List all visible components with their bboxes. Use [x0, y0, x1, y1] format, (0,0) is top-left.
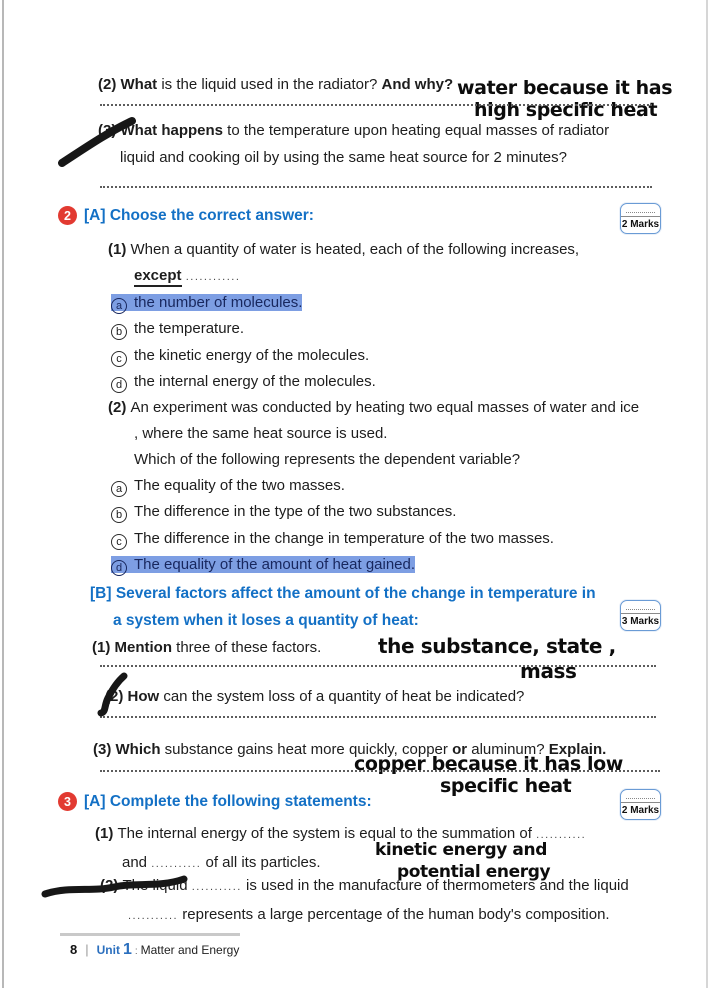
- question-number: (2): [98, 76, 121, 93]
- footer: [70, 941, 239, 959]
- option-a: [111, 473, 554, 499]
- question-bold-explain: Explain.: [548, 741, 607, 758]
- answer-dotted-line-5: [100, 770, 660, 772]
- question-bold-what: What: [120, 76, 158, 93]
- mcq-2-stem: [108, 395, 639, 473]
- section-2-header: [58, 206, 314, 225]
- option-letter: d: [111, 377, 127, 393]
- question-number: (1): [95, 825, 118, 842]
- handwritten-answer-water-2: high specific heat: [474, 99, 658, 121]
- footer-divider: [60, 933, 240, 936]
- statement-text-2: is used in the manufacture of thermometers and the liquid: [241, 877, 629, 894]
- option-text: The equality of the amount of heat gained.: [134, 555, 416, 573]
- question-text: When a quantity of water is heated, each of the following increases,: [130, 241, 580, 258]
- section-number-badge: 2: [58, 206, 77, 225]
- answer-dotted-line-3: [100, 665, 656, 667]
- option-letter: b: [111, 324, 127, 340]
- unit-title: Matter and Energy: [140, 943, 240, 957]
- marks-badge-3: [620, 789, 661, 820]
- section-b-q2: [105, 684, 524, 711]
- statement-text-2: and: [122, 854, 152, 871]
- option-letter: b: [111, 507, 127, 523]
- footer-colon: :: [134, 946, 138, 957]
- section-b-title-1: Several factors affect the amount of the change in temperature in: [115, 585, 596, 602]
- marks-badge-1: [620, 203, 661, 234]
- question-text-2: aluminum?: [467, 741, 549, 758]
- section-title: [A] Complete the following statements:: [84, 792, 372, 810]
- page-number: 8: [70, 942, 78, 957]
- marks-badge-label: 2 Marks: [621, 219, 660, 230]
- answer-dotted-line-1: [100, 104, 652, 106]
- handwritten-answer-water-1: water because it has: [457, 77, 673, 99]
- section-3-header: [58, 792, 372, 811]
- section-number-badge: 3: [58, 792, 77, 811]
- footer-separator: |: [85, 942, 89, 957]
- option-text: the temperature.: [134, 320, 245, 338]
- question-radiator: [98, 72, 453, 99]
- mcq-2-options: [111, 473, 554, 578]
- handwritten-answer-factors-1: the substance, state ,: [378, 634, 616, 658]
- answer-dotted-line-4: [100, 716, 656, 718]
- marks-badge-label: 2 Marks: [621, 805, 660, 816]
- unit-number: 1: [122, 941, 132, 958]
- question-number: (3): [98, 122, 121, 139]
- question-number: (2): [100, 877, 123, 894]
- marks-badge-dots: [626, 204, 655, 213]
- option-letter: c: [111, 351, 127, 367]
- section-b-q1: [92, 635, 321, 662]
- question-number: (2): [108, 399, 131, 416]
- question-bold-mention: Mention: [114, 639, 172, 656]
- question-text: substance gains heat more quickly, copper: [160, 741, 453, 758]
- question-text-line2: , where the same heat source is used.: [134, 425, 388, 442]
- answer-dotted-line-2: [100, 186, 652, 188]
- section-b-label: [B]: [90, 585, 116, 602]
- option-d: [111, 552, 554, 578]
- option-text: The difference in the type of the two substances.: [134, 503, 457, 521]
- option-letter: a: [111, 481, 127, 497]
- option-letter: a: [111, 298, 127, 314]
- option-text: the internal energy of the molecules.: [134, 372, 376, 390]
- statement-text-3: represents a large percentage of the human body's composition.: [178, 906, 610, 923]
- option-b: [111, 316, 376, 342]
- question-bold-or: or: [452, 741, 468, 758]
- marks-badge-label: 3 Marks: [621, 616, 660, 627]
- option-a: [111, 290, 376, 316]
- marks-badge-2: [620, 600, 661, 631]
- marks-badge-dots: [626, 601, 655, 610]
- question-text: can the system loss of a quantity of heat be indicated?: [159, 688, 525, 705]
- section-3-q2: [100, 872, 629, 930]
- blank-dots: ...........: [191, 881, 242, 893]
- question-text: An experiment was conducted by heating two equal masses of water and ice: [130, 399, 640, 416]
- question-heating-oil: [98, 118, 609, 171]
- option-text: The equality of the two masses.: [134, 477, 345, 494]
- option-text: The difference in the change in temperature of the two masses.: [134, 529, 554, 547]
- question-text-line2: liquid and cooking oil by using the same heat source for 2 minutes?: [120, 148, 567, 166]
- handwritten-answer-energy-1: kinetic energy and: [375, 840, 547, 860]
- handwritten-answer-energy-2: potential energy: [397, 862, 551, 882]
- section-b-header: [90, 580, 596, 634]
- question-bold-how: How: [127, 688, 160, 705]
- section-title: [A] Choose the correct answer:: [84, 206, 314, 224]
- option-letter: d: [111, 560, 127, 576]
- section-b-title-2: a system when it loses a quantity of heat:: [113, 612, 419, 629]
- question-text-line3: Which of the following represents the dependent variable?: [134, 451, 521, 468]
- option-c: [111, 526, 554, 552]
- statement-text-3: of all its particles.: [201, 854, 321, 871]
- mcq-1-except: [134, 263, 240, 291]
- option-b: [111, 499, 554, 525]
- handwritten-answer-factors-2: mass: [520, 659, 577, 683]
- marks-badge-dots: [626, 790, 655, 799]
- option-letter: c: [111, 534, 127, 550]
- option-text: the kinetic energy of the molecules.: [134, 346, 370, 364]
- handwritten-answer-copper-1: copper because it has low: [354, 753, 623, 775]
- option-c: [111, 343, 376, 369]
- blank-dots: ...........: [536, 829, 587, 841]
- mcq-1-stem: [108, 237, 579, 264]
- page-edge-left: [2, 0, 4, 988]
- question-number: (1): [108, 241, 131, 258]
- question-number: (1): [92, 639, 115, 656]
- question-bold-which: Which: [115, 741, 161, 758]
- page-edge-right: [706, 0, 708, 988]
- blank-dots: ............: [185, 271, 241, 283]
- option-d: [111, 369, 376, 395]
- unit-label: Unit: [96, 943, 120, 957]
- question-text: to the temperature upon heating equal masses of radiator: [223, 122, 610, 139]
- mcq-1-options: [111, 290, 376, 395]
- blank-dots: ...........: [151, 858, 202, 870]
- question-bold-andwhy: And why?: [381, 76, 454, 93]
- statement-text: The internal energy of the system is equal to the summation of: [117, 825, 537, 842]
- question-bold-whathappens: What happens: [120, 122, 224, 139]
- question-number: (2): [105, 688, 128, 705]
- handwritten-answer-copper-2: specific heat: [440, 775, 572, 797]
- footer-unit: [97, 941, 240, 959]
- question-text: is the liquid used in the radiator?: [157, 76, 382, 93]
- statement-text: The liquid: [122, 877, 192, 894]
- blank-dots: ...........: [128, 910, 179, 922]
- question-number: (3): [93, 741, 116, 758]
- question-text: three of these factors.: [172, 639, 322, 656]
- option-text: the number of molecules.: [134, 294, 303, 311]
- except-word: except: [134, 267, 182, 287]
